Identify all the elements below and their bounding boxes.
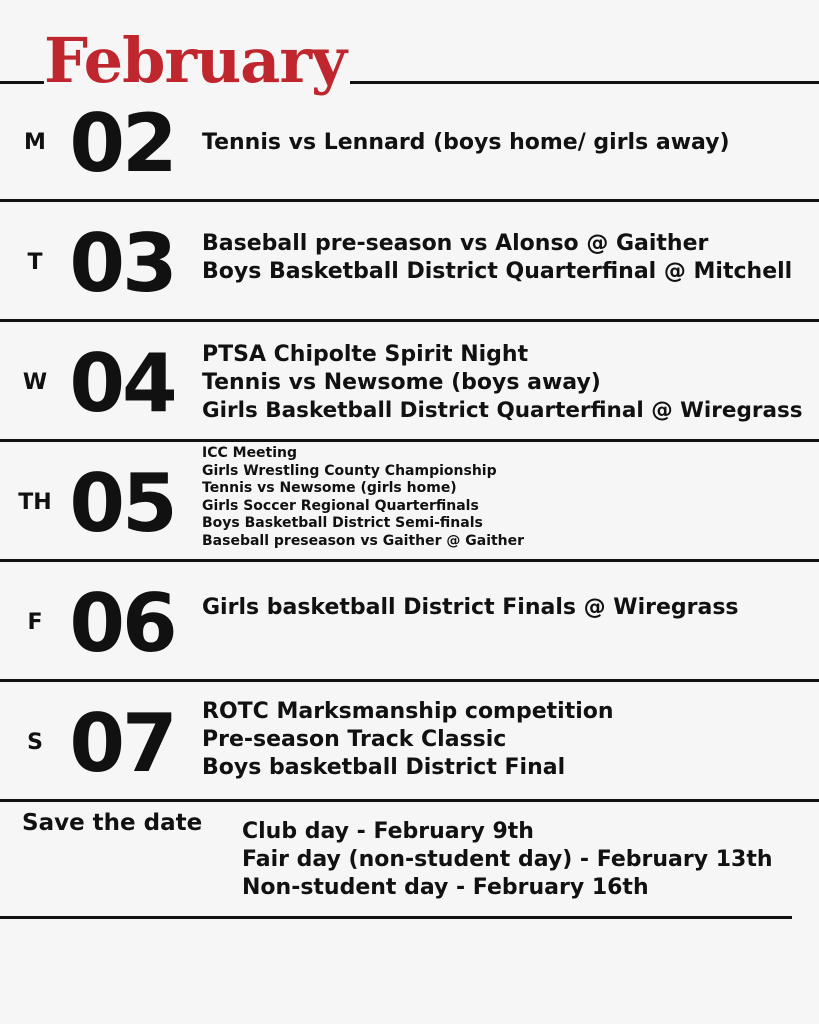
day-of-week: M — [24, 130, 46, 155]
day-number: 03 — [69, 217, 175, 310]
event-item: PTSA Chipolte Spirit Night — [202, 342, 529, 367]
event-item: Pre-season Track Classic — [202, 727, 507, 752]
month-title: February — [44, 30, 350, 92]
row-divider — [0, 799, 819, 802]
day-of-week: W — [22, 370, 48, 395]
event-item: Girls Wrestling County Championship — [202, 462, 497, 479]
event-list — [202, 698, 813, 782]
day-of-week: S — [27, 730, 43, 755]
save-the-date-item: Non-student day - February 16th — [242, 875, 649, 900]
day-number: 04 — [69, 337, 175, 430]
event-item: Boys Basketball District Semi-finals — [202, 515, 483, 531]
save-the-date-item: Fair day (non-student day) - February 13th — [242, 847, 773, 872]
event-item: Tennis vs Newsome (boys away) — [202, 370, 601, 395]
day-number: 02 — [69, 97, 175, 190]
day-number: 06 — [69, 577, 175, 670]
event-list — [202, 594, 813, 622]
event-item: ROTC Marksmanship competition — [202, 699, 614, 724]
event-item: Boys Basketball District Quarterfinal @ Mitchell — [202, 259, 793, 284]
save-the-date-list — [242, 818, 773, 902]
event-item: Tennis vs Newsome (girls home) — [202, 480, 457, 496]
event-item: Tennis vs Lennard (boys home/ girls away) — [202, 130, 730, 155]
event-item: Girls Soccer Regional Quarterfinals — [202, 497, 479, 514]
save-the-date-item: Club day - February 9th — [242, 819, 534, 844]
event-item: Baseball pre-season vs Alonso @ Gaither — [202, 231, 709, 256]
event-item: Baseball preseason vs Gaither @ Gaither — [202, 532, 525, 549]
event-item: ICC Meeting — [202, 445, 298, 461]
event-item: Girls Basketball District Quarterfinal @ Wiregrass — [202, 398, 803, 423]
day-row-friday — [0, 562, 819, 679]
event-list — [202, 230, 813, 286]
event-list — [202, 129, 813, 157]
day-of-week: T — [27, 250, 43, 275]
day-row-tuesday — [0, 202, 819, 319]
day-row-saturday — [0, 682, 819, 799]
day-row-monday — [0, 84, 819, 199]
day-of-week: TH — [18, 490, 52, 515]
event-list — [202, 341, 813, 425]
event-list — [202, 445, 813, 550]
day-of-week: F — [27, 610, 43, 635]
event-item: Girls basketball District Finals @ Wiregrass — [202, 595, 739, 620]
day-number: 07 — [69, 697, 175, 790]
day-row-thursday — [0, 442, 819, 559]
day-number: 05 — [69, 457, 175, 550]
bottom-rule — [0, 916, 792, 919]
event-item: Boys basketball District Final — [202, 755, 566, 780]
save-the-date-label: Save the date — [22, 810, 203, 836]
day-row-wednesday — [0, 322, 819, 439]
